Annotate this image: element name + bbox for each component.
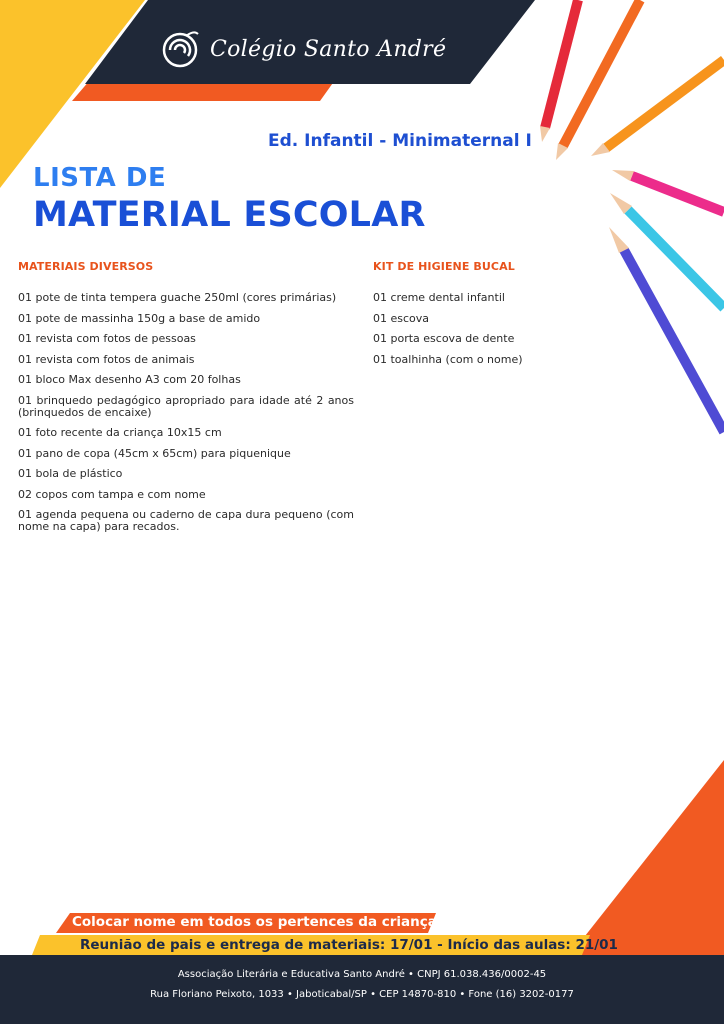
school-logo-icon xyxy=(160,28,202,70)
pencil-yellow-orange xyxy=(591,60,724,156)
list-item: 01 pote de massinha 150g a base de amido xyxy=(18,311,261,325)
list-item: 01 bloco Max desenho A3 com 20 folhas xyxy=(18,373,241,386)
footer-association: Associação Literária e Educativa Santo André • CNPJ 61.038.436/0002-45 xyxy=(177,969,547,980)
title-line-1: LISTA DE xyxy=(33,163,167,193)
list-item: 01 creme dental infantil xyxy=(373,291,505,304)
list-item: 01 bola de plástico xyxy=(18,467,123,480)
list-item: 01 escova xyxy=(373,311,430,325)
list-item: 01 brinquedo pedagógico apropriado para idade até 2 anos (brinquedos de encaixe) xyxy=(18,393,354,419)
school-logo xyxy=(160,24,446,74)
list-item: 01 toalhinha (com o nome) xyxy=(373,352,523,366)
materials-list xyxy=(18,292,354,542)
orange-corner-shape xyxy=(570,760,724,955)
footer-address: Rua Floriano Peixoto, 1033 • Jaboticabal/SP • CEP 14870-810 • Fone (16) 3202-0177 xyxy=(150,989,574,1000)
list-item: 01 revista com fotos de pessoas xyxy=(18,332,196,345)
heading-materiais-diversos: MATERIAIS DIVERSOS xyxy=(18,260,154,273)
list-item: 01 revista com fotos de animais xyxy=(18,352,195,366)
title-line-2: MATERIAL ESCOLAR xyxy=(33,195,426,235)
list-item: 01 porta escova de dente xyxy=(373,332,515,345)
list-item: 01 foto recente da criança 10x15 cm xyxy=(18,426,222,439)
heading-kit-higiene: KIT DE HIGIENE BUCAL xyxy=(373,260,515,273)
notice-label-names: Colocar nome em todos os pertences da criança xyxy=(72,914,437,930)
list-item: 01 pano de copa (45cm x 65cm) para piquenique xyxy=(18,446,291,460)
school-name: Colégio Santo André xyxy=(210,36,447,62)
hygiene-kit-list xyxy=(373,292,573,374)
list-item: 01 pote de tinta tempera guache 250ml (cores primárias) xyxy=(18,291,337,304)
notice-meeting-dates: Reunião de pais e entrega de materiais: 17/01 - Início das aulas: 21/01 xyxy=(80,937,618,953)
pencil-purple xyxy=(609,227,724,432)
grade-level: Ed. Infantil - Minimaternal I xyxy=(268,131,532,151)
list-item: 01 agenda pequena ou caderno de capa dura pequeno (com nome na capa) para recados. xyxy=(18,508,354,533)
list-item: 02 copos com tampa e com nome xyxy=(18,487,206,501)
